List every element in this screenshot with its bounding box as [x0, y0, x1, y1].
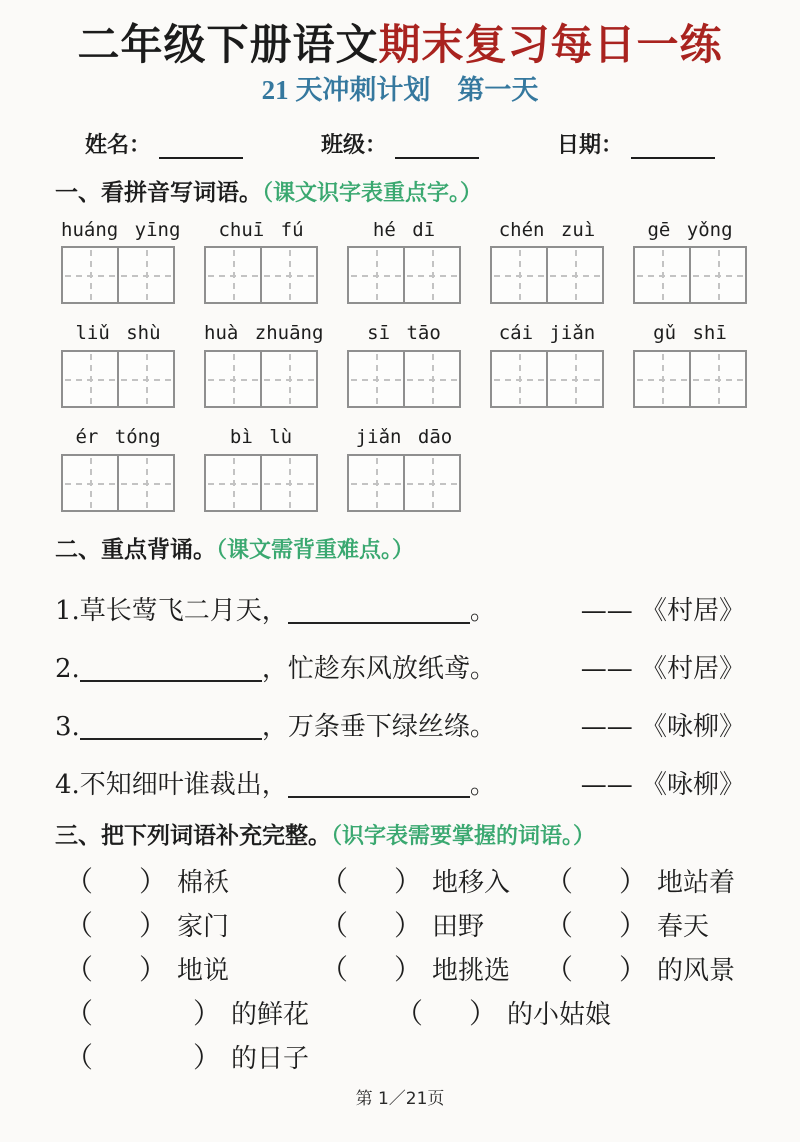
phrase-cell	[55, 992, 395, 1032]
recite-blank	[80, 652, 262, 682]
phrase-row-4	[55, 992, 745, 1028]
pinyin-word-unit	[61, 218, 181, 305]
phrase-text: 的鲜花	[231, 999, 310, 1030]
subtitle: 21 天冲刺计划 第一天	[261, 75, 539, 106]
writing-grid-pair	[633, 246, 747, 304]
phrase-text: 的日子	[231, 1043, 310, 1074]
paren-open: （	[395, 996, 424, 1030]
recite-text-post: ，万条垂下绿丝绦。	[261, 711, 496, 742]
recite-text-pre: 3.	[55, 711, 80, 742]
writing-cell	[260, 248, 316, 302]
writing-cell	[206, 352, 260, 406]
section-one-title: 一、看拼音写词语。	[55, 179, 262, 206]
writing-grid-pair	[347, 454, 461, 512]
writing-cell	[63, 248, 117, 302]
pinyin-word-label: gē yǒng	[647, 218, 733, 241]
writing-cell	[117, 352, 173, 406]
paren-open: （	[545, 952, 574, 986]
page-footer	[55, 1084, 745, 1109]
phrase-text: 家门	[177, 911, 230, 942]
writing-cell	[689, 352, 745, 406]
paren-close: ）	[619, 908, 648, 942]
class-blank	[395, 133, 479, 159]
recite-blank	[288, 768, 470, 798]
phrase-cell	[55, 948, 320, 988]
writing-cell	[635, 248, 689, 302]
section-two-heading	[55, 536, 745, 566]
phrase-cell	[320, 860, 545, 900]
writing-cell	[689, 248, 745, 302]
phrase-cell	[545, 904, 745, 944]
paren-open: （	[545, 908, 574, 942]
paren-open: （	[65, 996, 94, 1030]
pinyin-word-unit	[61, 426, 175, 512]
section-three-title: 三、把下列词语补充完整。	[55, 822, 331, 849]
paren-close: ）	[139, 864, 168, 898]
pinyin-word-unit	[347, 322, 461, 408]
page-indicator: 第 1／21页	[355, 1088, 445, 1109]
date-blank	[631, 133, 715, 159]
writing-cell	[117, 456, 173, 510]
pinyin-word-label: huà zhuāng	[204, 322, 324, 345]
recite-text-post: ，忙趁东风放纸鸢。	[261, 653, 496, 684]
paren-open: （	[545, 864, 574, 898]
phrase-text: 田野	[432, 911, 485, 942]
date-label: 日期：	[556, 132, 623, 158]
writing-cell	[492, 248, 546, 302]
phrase-text: 棉袄	[177, 867, 230, 898]
section-phrase-completion	[55, 822, 745, 1072]
paren-close: ）	[193, 996, 222, 1030]
info-row	[85, 129, 715, 159]
phrase-text: 地站着	[657, 867, 736, 898]
pinyin-word-label: gǔ shī	[653, 322, 727, 345]
recite-blank	[288, 594, 470, 624]
paren-open: （	[65, 952, 94, 986]
paren-open: （	[65, 864, 94, 898]
pinyin-word-unit	[490, 322, 604, 408]
pinyin-word-unit	[633, 219, 747, 305]
recite-text-pre: 4.不知细叶谁裁出，	[55, 769, 288, 800]
writing-cell	[403, 352, 459, 406]
paren-close: ）	[139, 952, 168, 986]
section-three-heading	[55, 822, 745, 852]
name-blank	[159, 133, 243, 159]
writing-cell	[546, 352, 602, 406]
recite-blank	[80, 710, 262, 740]
paren-close: ）	[619, 952, 648, 986]
phrase-cell	[320, 904, 545, 944]
paren-open: （	[65, 908, 94, 942]
writing-cell	[349, 248, 403, 302]
phrase-row-1	[55, 860, 745, 896]
section-three-note: （识字表需要掌握的词语。）	[331, 823, 596, 849]
writing-cell	[492, 352, 546, 406]
recite-source: —— 《咏柳》	[580, 711, 745, 742]
recite-item	[55, 706, 745, 740]
pinyin-word-unit	[61, 322, 175, 408]
recite-source: —— 《村居》	[580, 595, 745, 626]
section-recitation	[55, 536, 745, 798]
pinyin-word-unit	[204, 219, 318, 305]
paren-open: （	[320, 908, 349, 942]
phrase-row-2	[55, 904, 745, 940]
recite-text-pre: 2.	[55, 653, 80, 684]
phrase-cell	[55, 904, 320, 944]
recite-text-post: 。	[469, 769, 496, 800]
paren-close: ）	[394, 908, 423, 942]
section-two-title: 二、重点背诵。	[55, 536, 216, 563]
writing-grid-pair	[347, 350, 461, 408]
writing-grid-pair	[204, 454, 318, 512]
pinyin-word-label: jiǎn dāo	[355, 426, 453, 449]
writing-grid-pair	[204, 350, 318, 408]
name-field	[85, 128, 243, 159]
pinyin-word-unit	[347, 219, 461, 305]
pinyin-word-label: huáng yīng	[61, 218, 181, 241]
phrase-cell	[55, 860, 320, 900]
class-field	[321, 128, 479, 159]
pinyin-row-1	[61, 219, 745, 305]
class-label: 班级：	[320, 132, 387, 158]
phrase-cell	[545, 948, 745, 988]
phrase-cell	[395, 992, 611, 1032]
paren-open: （	[65, 1040, 94, 1074]
phrase-row-5	[55, 1036, 745, 1072]
writing-grid-pair	[204, 246, 318, 304]
name-label: 姓名：	[85, 132, 152, 158]
writing-cell	[63, 456, 117, 510]
phrase-cell	[545, 860, 745, 900]
writing-grid-pair	[490, 246, 604, 304]
writing-cell	[403, 456, 459, 510]
pinyin-row-2	[61, 322, 745, 408]
writing-cell	[206, 248, 260, 302]
writing-grid-pair	[61, 454, 175, 512]
phrase-text: 地挑选	[432, 955, 511, 986]
title-grade-part: 二年级下册语文	[77, 23, 379, 69]
paren-close: ）	[139, 908, 168, 942]
recite-item	[55, 764, 745, 798]
page-title	[55, 22, 745, 70]
section-two-note: （课文需背重难点。）	[216, 537, 415, 563]
pinyin-word-label: sī tāo	[367, 322, 441, 345]
paren-close: ）	[193, 1040, 222, 1074]
recite-item	[55, 648, 745, 682]
paren-open: （	[320, 952, 349, 986]
date-field	[557, 128, 715, 159]
paren-close: ）	[469, 996, 498, 1030]
pinyin-word-unit	[633, 322, 747, 408]
recite-source: —— 《村居》	[580, 653, 745, 684]
writing-cell	[206, 456, 260, 510]
pinyin-word-unit	[204, 322, 324, 408]
recite-item	[55, 590, 745, 624]
pinyin-row-3	[61, 426, 745, 512]
writing-grid-pair	[633, 350, 747, 408]
phrase-row-3	[55, 948, 745, 984]
section-pinyin-writing	[55, 179, 745, 512]
phrase-cell	[320, 948, 545, 988]
section-one-heading	[55, 179, 745, 209]
writing-cell	[546, 248, 602, 302]
pinyin-word-unit	[204, 426, 318, 512]
writing-grid-pair	[347, 246, 461, 304]
writing-cell	[349, 352, 403, 406]
writing-cell	[403, 248, 459, 302]
pinyin-word-unit	[490, 219, 604, 305]
recite-source: —— 《咏柳》	[580, 769, 745, 800]
writing-cell	[260, 352, 316, 406]
phrase-text: 地移入	[432, 867, 511, 898]
pinyin-word-label: cái jiǎn	[498, 322, 596, 345]
writing-cell	[63, 352, 117, 406]
pinyin-word-label: bì lù	[229, 426, 293, 449]
paren-open: （	[320, 864, 349, 898]
writing-grid-pair	[61, 350, 175, 408]
phrase-text: 地说	[177, 955, 230, 986]
writing-cell	[117, 248, 173, 302]
phrase-text: 的小姑娘	[507, 999, 612, 1030]
section-one-note: （课文识字表重点字。）	[262, 180, 483, 206]
pinyin-word-unit	[347, 426, 461, 512]
title-exam-part: 期末复习每日一练	[378, 23, 723, 69]
writing-cell	[635, 352, 689, 406]
writing-cell	[260, 456, 316, 510]
pinyin-word-label: hé dī	[372, 218, 436, 241]
pinyin-word-label: chuī fú	[218, 218, 304, 241]
pinyin-word-label: liǔ shù	[75, 322, 161, 345]
pinyin-word-label: chén zuì	[498, 218, 596, 241]
writing-grid-pair	[61, 246, 175, 304]
paren-close: ）	[394, 864, 423, 898]
paren-close: ）	[619, 864, 648, 898]
recite-text-post: 。	[469, 595, 496, 626]
writing-grid-pair	[490, 350, 604, 408]
paren-close: ）	[394, 952, 423, 986]
phrase-text: 的风景	[657, 955, 736, 986]
recite-text-pre: 1.草长莺飞二月天，	[55, 595, 288, 626]
pinyin-word-label: ér tóng	[75, 426, 161, 449]
writing-cell	[349, 456, 403, 510]
phrase-cell	[55, 1036, 395, 1076]
phrase-text: 春天	[657, 911, 710, 942]
